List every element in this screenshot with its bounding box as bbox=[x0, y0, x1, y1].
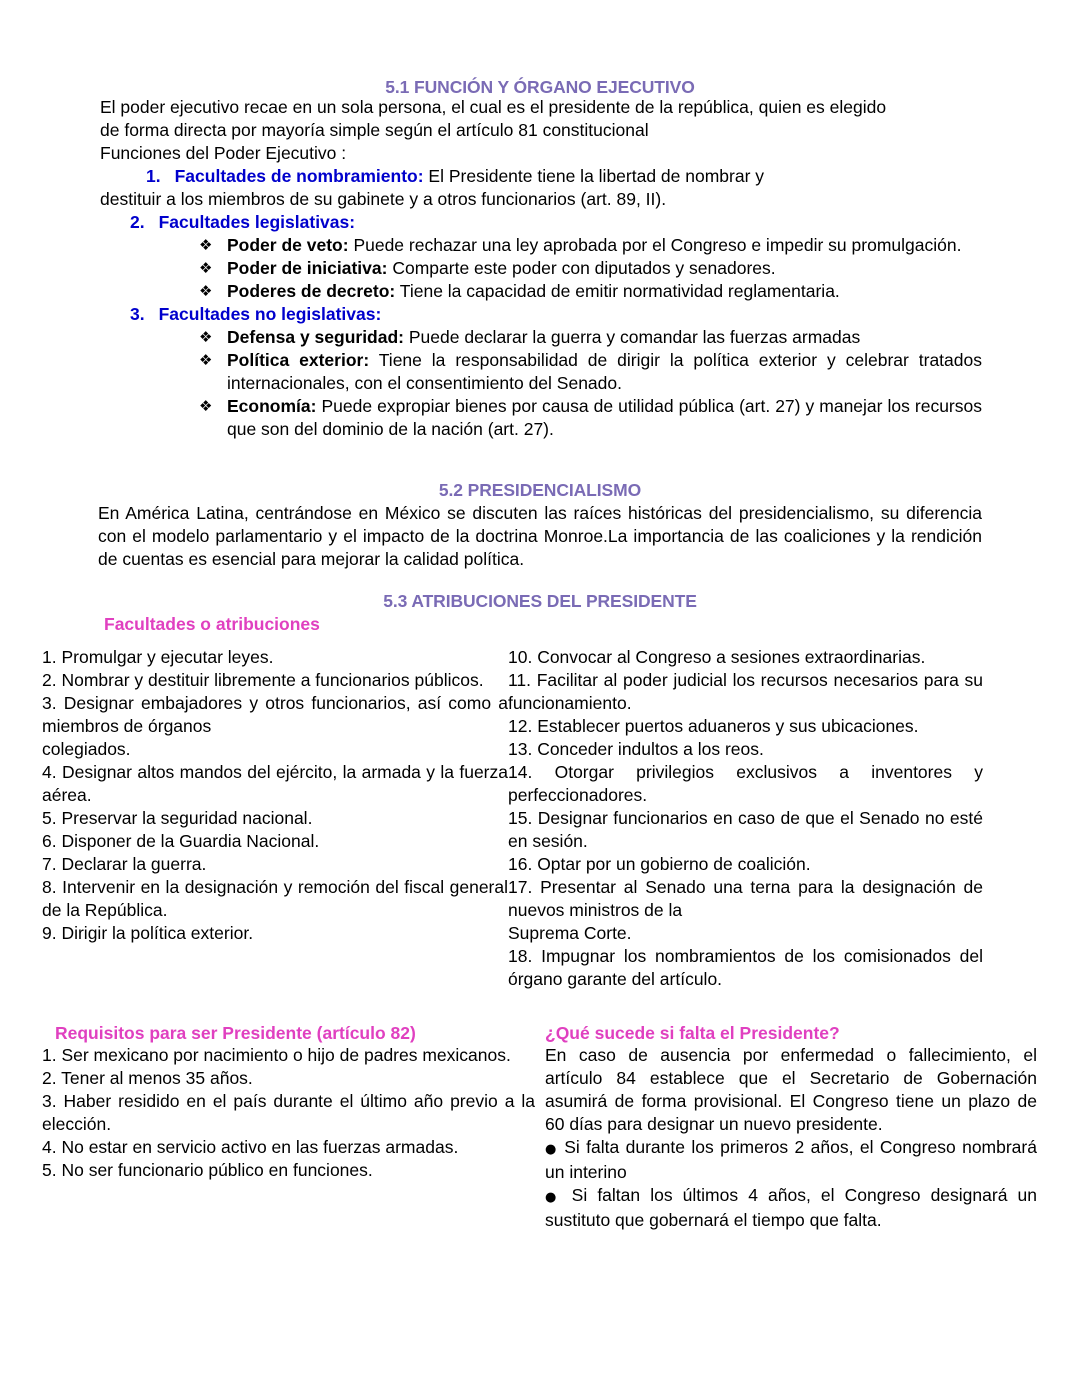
list-item-number: 2. bbox=[130, 212, 145, 232]
requirements-heading: Requisitos para ser Presidente (artículo 82) bbox=[55, 1023, 416, 1043]
round-bullet-icon: ● bbox=[545, 1190, 562, 1205]
list-item: 8. Intervenir en la designación y remoción del fiscal general de la República. bbox=[42, 877, 508, 920]
sub-list-item bbox=[199, 280, 982, 303]
diamond-bullet-icon: ❖ bbox=[199, 397, 213, 415]
sub-list-item-body: Puede rechazar una ley aprobada por el Congreso e impedir su promulgación. bbox=[353, 235, 962, 255]
section-51-intro-line-1: El poder ejecutivo recae en un sola persona, el cual es el presidente de la república, quien es elegido bbox=[100, 97, 887, 117]
list-item: 9. Dirigir la política exterior. bbox=[42, 923, 254, 943]
sub-list-item bbox=[199, 326, 982, 349]
list-item: 17. Presentar al Senado una terna para la designación de nuevos ministros de la bbox=[508, 877, 983, 920]
list-item: 6. Disponer de la Guardia Nacional. bbox=[42, 831, 320, 851]
round-bullet-icon: ● bbox=[545, 1142, 558, 1157]
section-51-intro-line-2: de forma directa por mayoría simple según el artículo 81 constitucional bbox=[100, 120, 649, 140]
sub-list-item-label: Defensa y seguridad: bbox=[227, 327, 404, 347]
list-item-label: Facultades legislativas: bbox=[158, 212, 356, 232]
sub-list-item-text bbox=[227, 280, 982, 303]
section-51-intro-line-3: Funciones del Poder Ejecutivo : bbox=[100, 143, 347, 163]
section-51-body bbox=[100, 96, 982, 441]
section-53-subtitle: Facultades o atribuciones bbox=[104, 614, 320, 634]
sub-list-item-text bbox=[227, 395, 982, 441]
absence-bullet-text: Si faltan los últimos 4 años, el Congreso designará un sustituto que gobernará el tiempo que falta. bbox=[545, 1185, 1037, 1230]
list-item: 4. No estar en servicio activo en las fuerzas armadas. bbox=[42, 1137, 459, 1157]
sub-list-item bbox=[199, 257, 982, 280]
absence-column bbox=[545, 1022, 1037, 1232]
diamond-bullet-icon: ❖ bbox=[199, 351, 213, 369]
list-item-text: El Presidente tiene la libertad de nombrar y bbox=[428, 166, 765, 186]
list-item-label: Facultades de nombramiento: bbox=[174, 166, 424, 186]
list-item-number: 1. bbox=[146, 166, 161, 186]
list-item: 12. Establecer puertos aduaneros y sus ubicaciones. bbox=[508, 716, 919, 736]
list-item: 18. Impugnar los nombramientos de los comisionados del órgano garante del artículo. bbox=[508, 946, 983, 989]
sub-list-item-text bbox=[227, 349, 982, 395]
list-item: 5. No ser funcionario público en funciones. bbox=[42, 1160, 373, 1180]
section-52-title: 5.2 PRESIDENCIALISMO bbox=[438, 480, 642, 500]
sub-list-item-text bbox=[227, 234, 982, 257]
list-item: Suprema Corte. bbox=[508, 923, 632, 943]
list-item-label: Facultades no legislativas: bbox=[158, 304, 382, 324]
list-item: 13. Conceder indultos a los reos. bbox=[508, 739, 764, 759]
list-item: 2. Tener al menos 35 años. bbox=[42, 1068, 253, 1088]
sub-list-item-body: Puede expropiar bienes por causa de utilidad pública (art. 27) y manejar los recursos que son del dominio de la nación (art. 27). bbox=[227, 396, 982, 439]
list-item: 15. Designar funcionarios en caso de que el Senado no esté en sesión. bbox=[508, 808, 983, 851]
diamond-bullet-icon: ❖ bbox=[199, 282, 213, 300]
requirements-column bbox=[42, 1022, 535, 1182]
absence-heading: ¿Qué sucede si falta el Presidente? bbox=[545, 1023, 840, 1043]
list-item-continuation: destituir a los miembros de su gabinete y a otros funcionarios (art. 89, II). bbox=[100, 189, 667, 209]
section-51-title: 5.1 FUNCIÓN Y ÓRGANO EJECUTIVO bbox=[385, 77, 695, 97]
list-item: colegiados. bbox=[42, 739, 131, 759]
sub-list-item bbox=[199, 349, 982, 395]
absence-paragraph: En caso de ausencia por enfermedad o fallecimiento, el artículo 84 establece que el Secretario de Gobernación asumirá de forma provisional. El Congreso tiene un plazo de 60 días para designar un nuevo presidente. bbox=[545, 1045, 1037, 1134]
sub-list-item-body: Puede declarar la guerra y comandar las fuerzas armadas bbox=[408, 327, 861, 347]
attributions-right-column bbox=[508, 646, 983, 991]
list-item: 5. Preservar la seguridad nacional. bbox=[42, 808, 313, 828]
list-item: 2. Nombrar y destituir libremente a funcionarios públicos. bbox=[42, 670, 484, 690]
sub-list-item-body: Comparte este poder con diputados y senadores. bbox=[392, 258, 776, 278]
attributions-left-column bbox=[42, 646, 508, 945]
list-item: 4. Designar altos mandos del ejército, la armada y la fuerza aérea. bbox=[42, 762, 508, 805]
list-item: 11. Facilitar al poder judicial los recursos necesarios para su funcionamiento. bbox=[508, 670, 983, 713]
list-item: 10. Convocar al Congreso a sesiones extraordinarias. bbox=[508, 647, 926, 667]
sub-list-item-body: Tiene la capacidad de emitir normatividad reglamentaria. bbox=[399, 281, 840, 301]
sub-list-item-body: Tiene la responsabilidad de dirigir la política exterior y celebrar tratados internacionales, con el consentimiento del Senado. bbox=[227, 350, 982, 393]
absence-bullet-item bbox=[545, 1184, 1037, 1232]
absence-bullet-item bbox=[545, 1136, 1037, 1184]
list-item-number: 3. bbox=[130, 304, 145, 324]
section-53-title: 5.3 ATRIBUCIONES DEL PRESIDENTE bbox=[383, 591, 697, 611]
sub-list-item-text bbox=[227, 257, 982, 280]
sub-list-item bbox=[199, 395, 982, 441]
list-item: 16. Optar por un gobierno de coalición. bbox=[508, 854, 811, 874]
sub-list-item-label: Poder de veto: bbox=[227, 235, 349, 255]
diamond-bullet-icon: ❖ bbox=[199, 236, 213, 254]
list-item: 3. Designar embajadores y otros funcionarios, así como a miembros de órganos bbox=[42, 693, 508, 736]
diamond-bullet-icon: ❖ bbox=[199, 328, 213, 346]
diamond-bullet-icon: ❖ bbox=[199, 259, 213, 277]
sub-list-item-label: Poder de iniciativa: bbox=[227, 258, 388, 278]
sub-list-item bbox=[199, 234, 982, 257]
list-item: 7. Declarar la guerra. bbox=[42, 854, 207, 874]
list-item: 1. Ser mexicano por nacimiento o hijo de padres mexicanos. bbox=[42, 1045, 511, 1065]
list-item: 3. Haber residido en el país durante el último año previo a la elección. bbox=[42, 1091, 535, 1134]
section-52-body: En América Latina, centrándose en México se discuten las raíces históricas del presidencialismo, su diferencia con el modelo parlamentario y el impacto de la doctrina Monroe.La importancia de las coaliciones y la rendición de cuentas es esencial para mejorar la calidad política. bbox=[98, 503, 982, 569]
list-item bbox=[130, 211, 982, 234]
list-item: 1. Promulgar y ejecutar leyes. bbox=[42, 647, 274, 667]
sub-list-item-label: Economía: bbox=[227, 396, 317, 416]
list-item bbox=[146, 165, 982, 188]
list-item bbox=[130, 303, 982, 326]
sub-list-item-label: Poderes de decreto: bbox=[227, 281, 396, 301]
list-item: 14. Otorgar privilegios exclusivos a inventores y perfeccionadores. bbox=[508, 762, 983, 805]
sub-list-item-label: Política exterior: bbox=[227, 350, 370, 370]
sub-list-item-text bbox=[227, 326, 982, 349]
absence-bullet-text: Si falta durante los primeros 2 años, el Congreso nombrará un interino bbox=[545, 1137, 1037, 1182]
